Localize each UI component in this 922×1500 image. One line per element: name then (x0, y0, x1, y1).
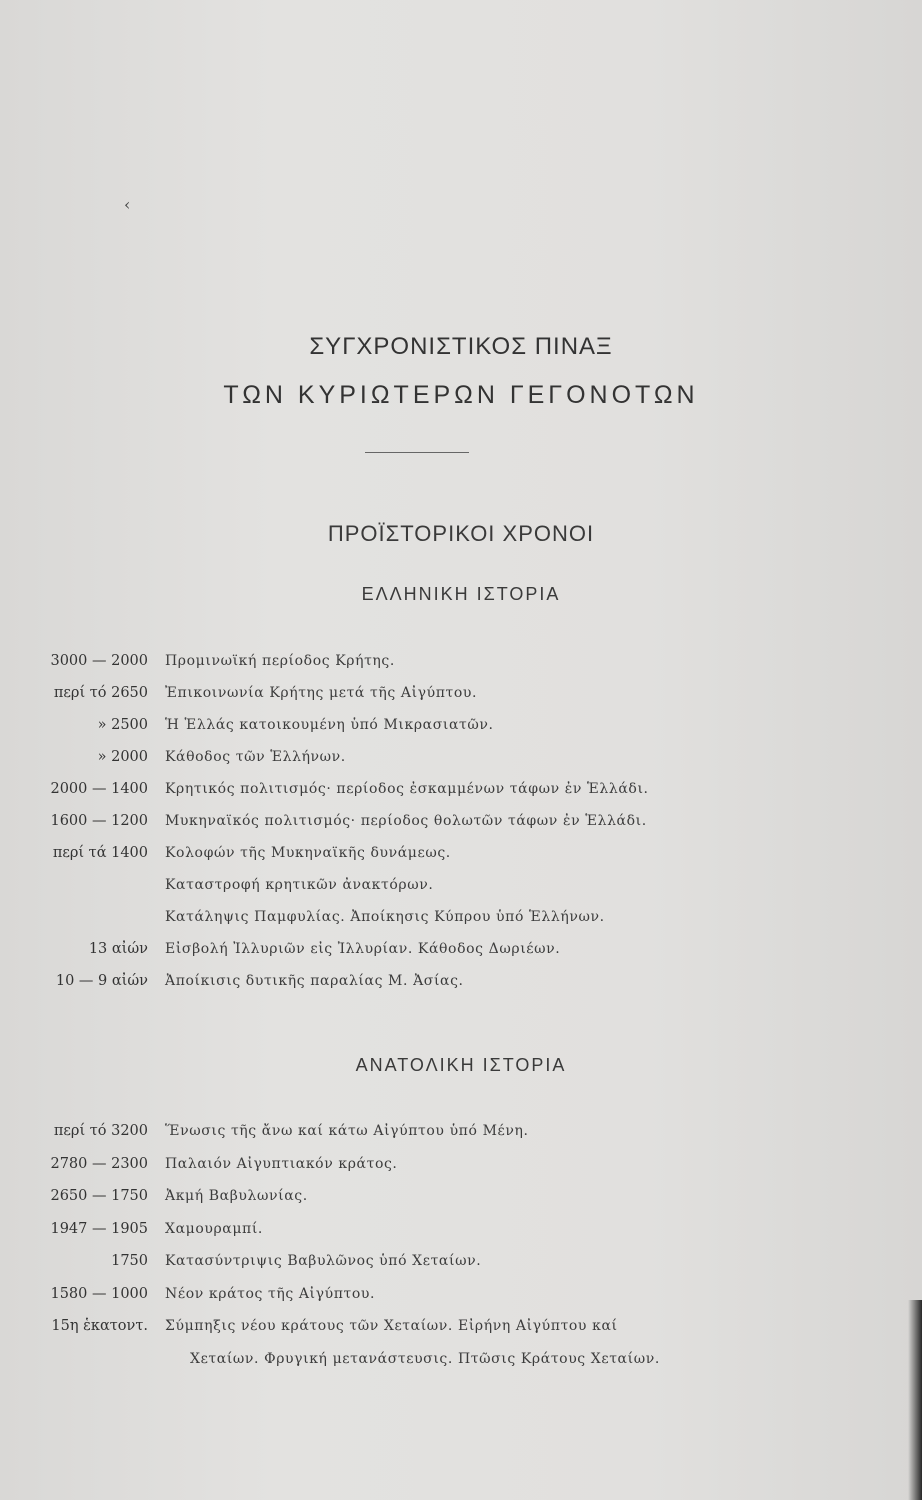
row-event: Ἕνωσις τῆς ἄνω καί κάτω Αἰγύπτου ὑπό Μένη. (165, 1123, 529, 1139)
table-row (0, 837, 922, 869)
era-heading: ΠΡΟΪΣΤΟΡΙΚΟΙ ΧΡΟΝΟΙ (327, 521, 595, 546)
row-date: περί τό 3200 (53, 1123, 148, 1139)
row-date: 1580 — 1000 (50, 1285, 148, 1302)
row-event: Ἐπικοινωνία Κρήτης μετά τῆς Αἰγύπτου. (165, 685, 478, 701)
row-date: 1947 — 1905 (50, 1220, 148, 1237)
table-row (0, 1148, 922, 1181)
row-date: » 2500 (97, 717, 148, 733)
table-row (0, 709, 922, 741)
row-event: Προμινωϊκή περίοδος Κρήτης. (165, 653, 395, 669)
row-date: 13 αἰών (88, 941, 148, 957)
row-event-continuation: Χεταίων. Φρυγική μετανάστευσις. Πτῶσις Κράτους Χεταίων. (190, 1350, 660, 1367)
table-row (0, 677, 922, 709)
table-row-continuation (0, 1343, 922, 1408)
printer-mark: ‹ (124, 195, 131, 214)
table-row (0, 1278, 922, 1311)
row-event: Μυκηναϊκός πολιτισμός· περίοδος θολωτῶν τάφων ἐν Ἑλλάδι. (165, 813, 647, 829)
table-row (0, 933, 922, 965)
table-row (0, 1180, 922, 1213)
row-date: 10 — 9 αἰών (55, 973, 148, 989)
eastern-history-rows (0, 1115, 922, 1408)
row-date: περί τά 1400 (52, 845, 148, 861)
binding-shadow (908, 1300, 922, 1500)
title-divider (365, 452, 469, 453)
table-row (0, 773, 922, 805)
table-row (0, 965, 922, 997)
table-row (0, 1115, 922, 1148)
row-event: Νέον κράτος τῆς Αἰγύπτου. (165, 1285, 376, 1302)
row-event: Χαμουραμπί. (165, 1220, 263, 1237)
table-row (0, 901, 922, 933)
table-row (0, 1310, 922, 1343)
table-row (0, 741, 922, 773)
table-row (0, 645, 922, 677)
table-title-line-1: ΣΥΓΧΡΟΝΙΣΤΙΚΟΣ ΠΙΝΑΞ (309, 333, 613, 360)
table-row (0, 1245, 922, 1278)
row-event: Κάθοδος τῶν Ἑλλήνων. (165, 749, 346, 765)
row-event: Ἡ Ἑλλάς κατοικουμένη ὑπό Μικρασιατῶν. (165, 717, 494, 733)
row-date: 1600 — 1200 (50, 813, 148, 829)
row-event: Κολοφών τῆς Μυκηναϊκῆς δυνάμεως. (165, 845, 451, 861)
row-event: Κρητικός πολιτισμός· περίοδος ἐσκαμμένων τάφων ἐν Ἑλλάδι. (165, 781, 649, 797)
table-title-line-2: ΤΩΝ ΚΥΡΙΩΤΕΡΩΝ ΓΕΓΟΝΟΤΩΝ (223, 381, 699, 409)
row-date: 3000 — 2000 (50, 653, 148, 669)
section-heading-eastern-history: ΑΝΑΤΟΛΙΚΗ ΙΣΤΟΡΙΑ (355, 1055, 567, 1075)
table-row (0, 805, 922, 837)
table-row (0, 869, 922, 901)
row-event: Κατάληψις Παμφυλίας. Ἀποίκησις Κύπρου ὑπό Ἑλλήνων. (165, 909, 605, 925)
row-event: Ἀποίκισις δυτικῆς παραλίας Μ. Ἀσίας. (165, 973, 464, 989)
row-event: Καταστροφή κρητικῶν ἀνακτόρων. (165, 877, 434, 893)
greek-history-rows (0, 645, 922, 997)
row-event: Σύμπηξις νέου κράτους τῶν Χεταίων. Εἰρήνη Αἰγύπτου καί (165, 1318, 618, 1334)
row-event: Ἀκμή Βαβυλωνίας. (165, 1188, 308, 1204)
row-date: » 2000 (97, 749, 148, 765)
row-date: 2000 — 1400 (50, 781, 148, 797)
row-date: περί τό 2650 (53, 685, 148, 701)
row-date: 2780 — 2300 (50, 1155, 148, 1172)
row-date: 15η ἑκατοντ. (51, 1318, 148, 1334)
section-heading-greek-history: ΕΛΛΗΝΙΚΗ ΙΣΤΟΡΙΑ (361, 584, 561, 604)
row-event: Κατασύντριψις Βαβυλῶνος ὑπό Χεταίων. (165, 1253, 482, 1269)
row-date: 1750 (111, 1253, 148, 1269)
row-date: 2650 — 1750 (50, 1188, 148, 1204)
table-row (0, 1213, 922, 1246)
row-event: Παλαιόν Αἰγυπτιακόν κράτος. (165, 1155, 398, 1172)
row-event: Εἰσβολή Ἰλλυριῶν εἰς Ἰλλυρίαν. Κάθοδος Δωριέων. (165, 941, 561, 957)
